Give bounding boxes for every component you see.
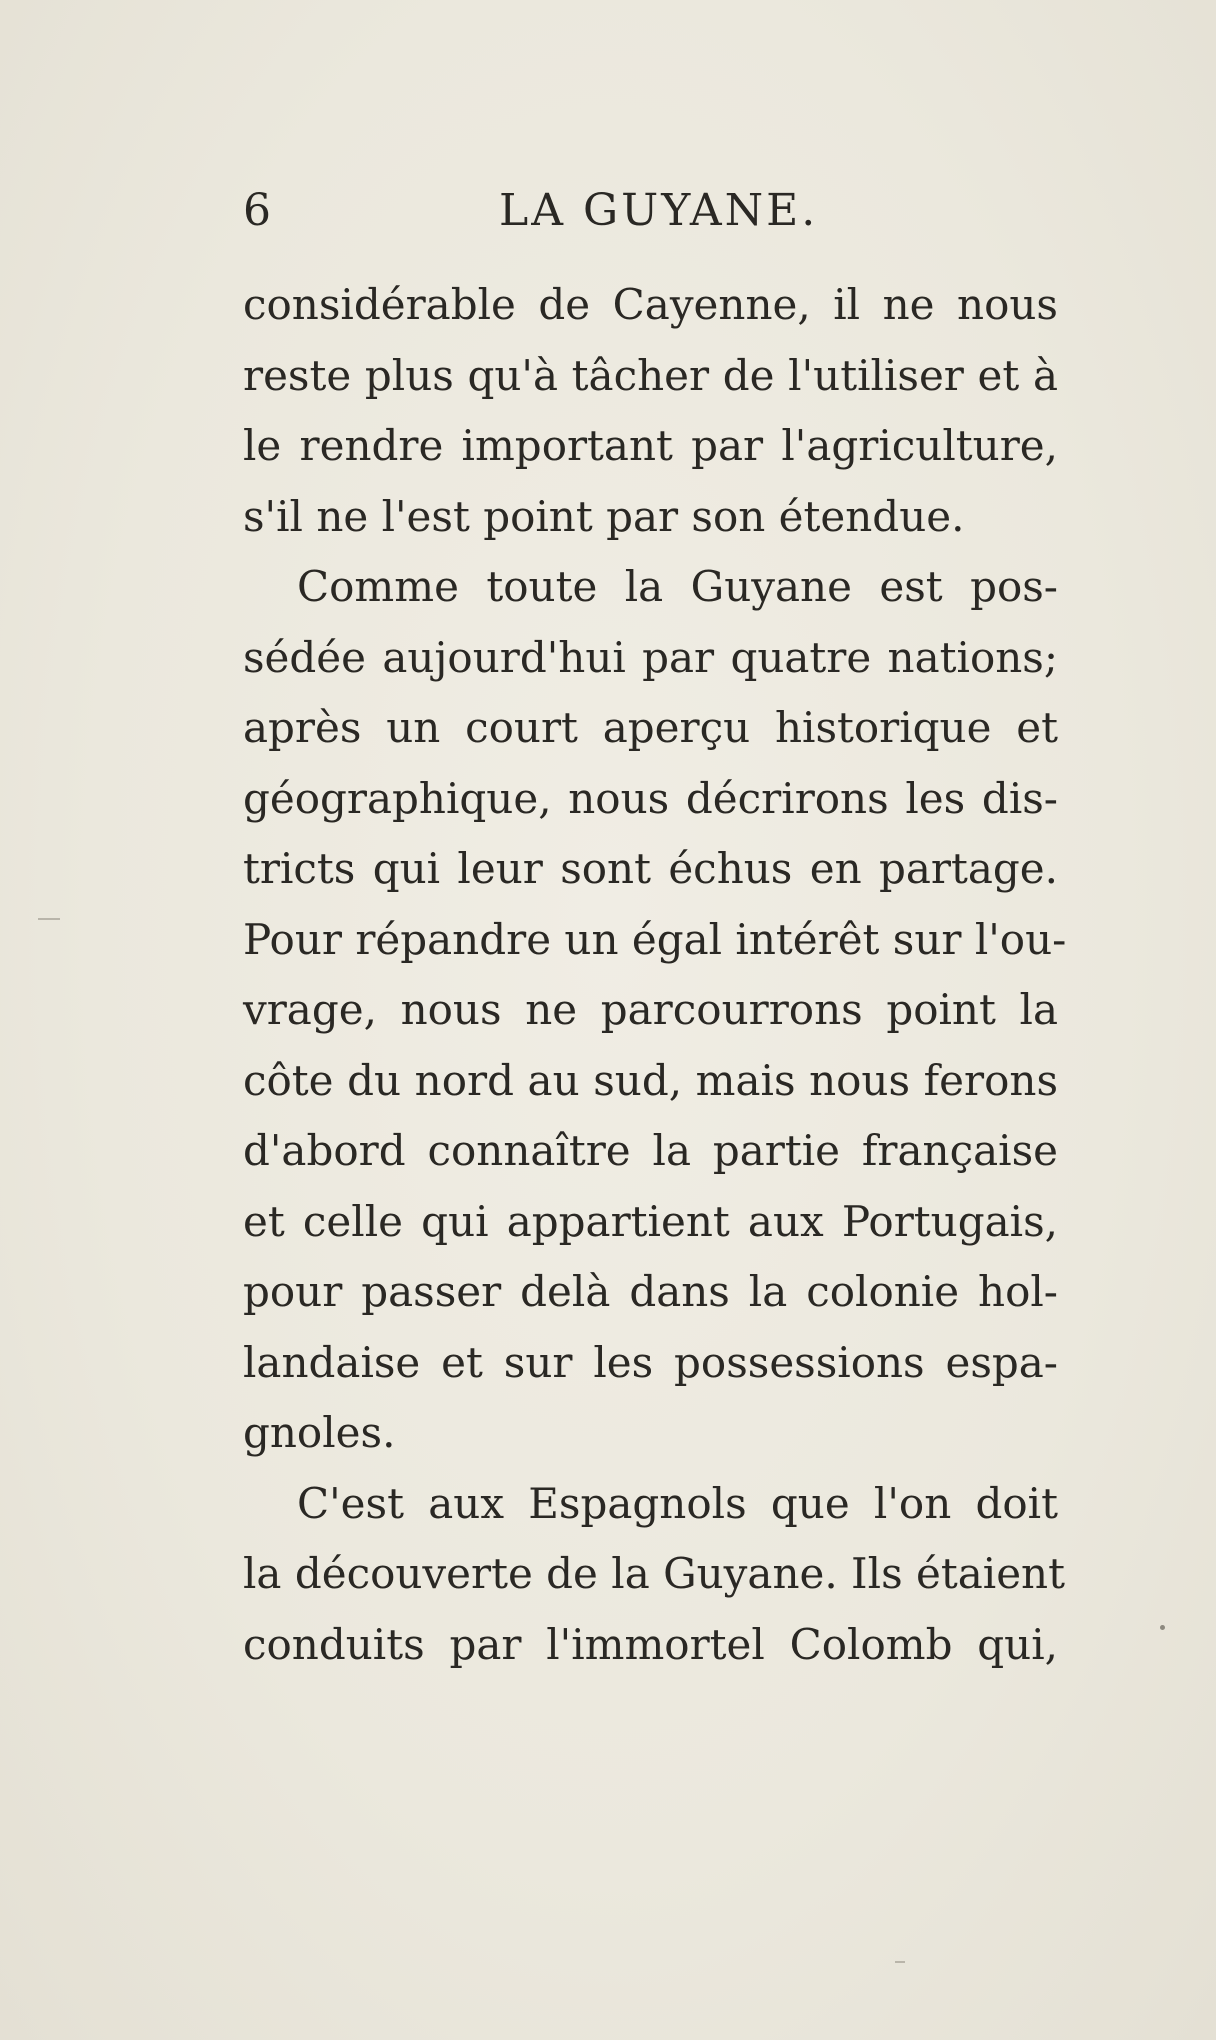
text-line: pour passer delà dans la colonie hol- xyxy=(243,1267,1058,1316)
text-line: C'est aux Espagnols que l'on doit xyxy=(297,1478,1058,1528)
text-line: la découverte de la Guyane. Ils étaient xyxy=(243,1549,1065,1598)
text-line: gnoles. xyxy=(243,1408,396,1457)
page-number: 6 xyxy=(243,185,272,236)
bottom-mark xyxy=(895,1961,905,1963)
text-line: reste plus qu'à tâcher de l'utiliser et à xyxy=(243,350,1058,400)
text-line: landaise et sur les possessions espa- xyxy=(243,1337,1058,1387)
text-line: sédée aujourd'hui par quatre nations; xyxy=(243,632,1058,682)
text-line: tricts qui leur sont échus en partage. xyxy=(243,844,1058,893)
text-line: Comme toute la Guyane est pos- xyxy=(297,562,1058,611)
ink-spot xyxy=(1160,1625,1165,1630)
page-header xyxy=(243,185,1058,245)
text-line: après un court aperçu historique et xyxy=(243,703,1058,752)
text-line: et celle qui appartient aux Portugais, xyxy=(243,1196,1058,1246)
body-text xyxy=(243,270,1067,1680)
text-line: d'abord connaître la partie française xyxy=(243,1126,1058,1175)
text-line: considérable de Cayenne, il ne nous xyxy=(243,280,1058,329)
text-line: le rendre important par l'agriculture, xyxy=(243,421,1058,470)
text-line: Pour répandre un égal intérêt sur l'ou- xyxy=(243,914,1067,964)
running-title: LA GUYANE. xyxy=(499,185,819,236)
text-line: conduits par l'immortel Colomb qui, xyxy=(243,1619,1058,1669)
text-line: s'il ne l'est point par son étendue. xyxy=(243,491,965,541)
text-line: vrage, nous ne parcourrons point la xyxy=(243,985,1058,1034)
text-line: géographique, nous décrirons les dis- xyxy=(243,773,1058,823)
margin-mark xyxy=(38,918,60,920)
text-line: côte du nord au sud, mais nous ferons xyxy=(243,1055,1058,1105)
